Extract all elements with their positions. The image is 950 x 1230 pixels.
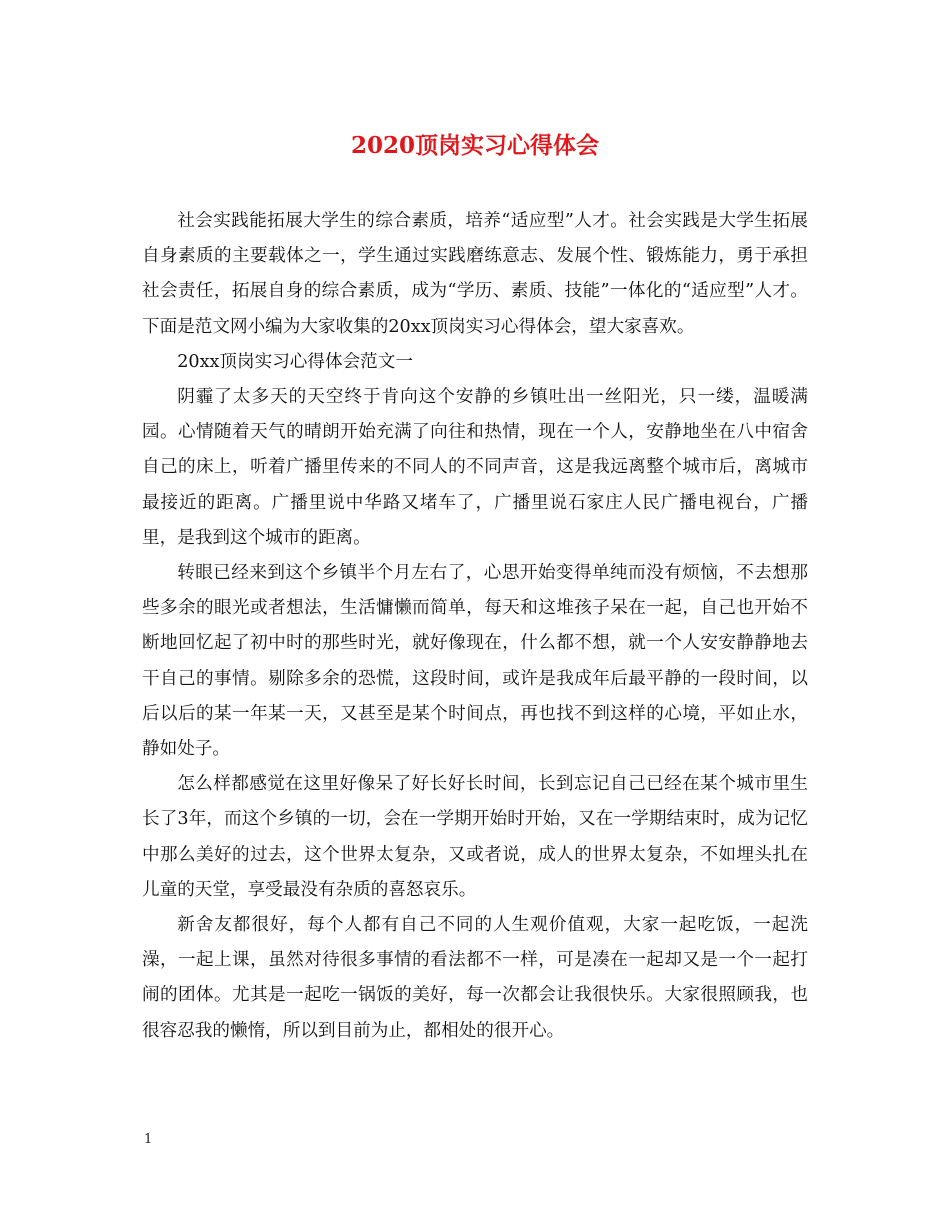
- paragraph-intro: 社会实践能拓展大学生的综合素质，培养“适应型”人才。社会实践是大学生拓展自身素质的主要载体之一，学生通过实践磨练意志、发展个性、锻炼能力，勇于承担社会责任，拓展自身的综合素质，成为“学历、素质、技能”一体化的“适应型”人才。下面是范文网小编为大家收集的20xx顶岗实习心得体会，望大家喜欢。: [142, 211, 808, 337]
- page-number: 1: [144, 1132, 153, 1147]
- paragraph: 转眼已经来到这个乡镇半个月左右了，心思开始变得单纯而没有烦恼，不去想那些多余的眼光或者想法，生活慵懒而简单，每天和这堆孩子呆在一起，自己也开始不断地回忆起了初中时的那些时光，就好像现在，什么都不想，就一个人安安静静地去干自己的事情。剔除多余的恐慌，这段时间，或许是我成年后最平静的一段时间，以后以后的某一年某一天，又甚至是某个时间点，再也找不到这样的心境，平如止水，静如处子。: [142, 563, 808, 760]
- paragraph: 新舍友都很好，每个人都有自己不同的人生观价值观，大家一起吃饭，一起洗澡，一起上课，虽然对待很多事情的看法都不一样，可是凑在一起却又是一个一起打闹的团体。尤其是一起吃一锅饭的美好，每一次都会让我很快乐。大家很照顾我，也很容忍我的懒惰，所以到目前为止，都相处的很开心。: [142, 915, 808, 1041]
- document-body: [142, 204, 808, 1049]
- section-heading-sample-one: 20xx顶岗实习心得体会范文一: [177, 351, 413, 372]
- document-title: 2020顶岗实习心得体会: [350, 132, 599, 159]
- paragraph: 阴霾了太多天的天空终于肯向这个安静的乡镇吐出一丝阳光，只一缕，温暖满园。心情随着天气的晴朗开始充满了向往和热情，现在一个人，安静地坐在八中宿舍自己的床上，听着广播里传来的不同人的不同声音，这是我远离整个城市后，离城市最接近的距离。广播里说中华路又堵车了，广播里说石家庄人民广播电视台，广播里，是我到这个城市的距离。: [142, 387, 808, 548]
- paragraph: 怎么样都感觉在这里好像呆了好长好长时间，长到忘记自己已经在某个城市里生长了3年，而这个乡镇的一切，会在一学期开始时开始，又在一学期结束时，成为记忆中那么美好的过去，这个世界太复杂，又或者说，成人的世界太复杂，不如埋头扎在儿童的天堂，享受最没有杂质的喜怒哀乐。: [142, 774, 808, 900]
